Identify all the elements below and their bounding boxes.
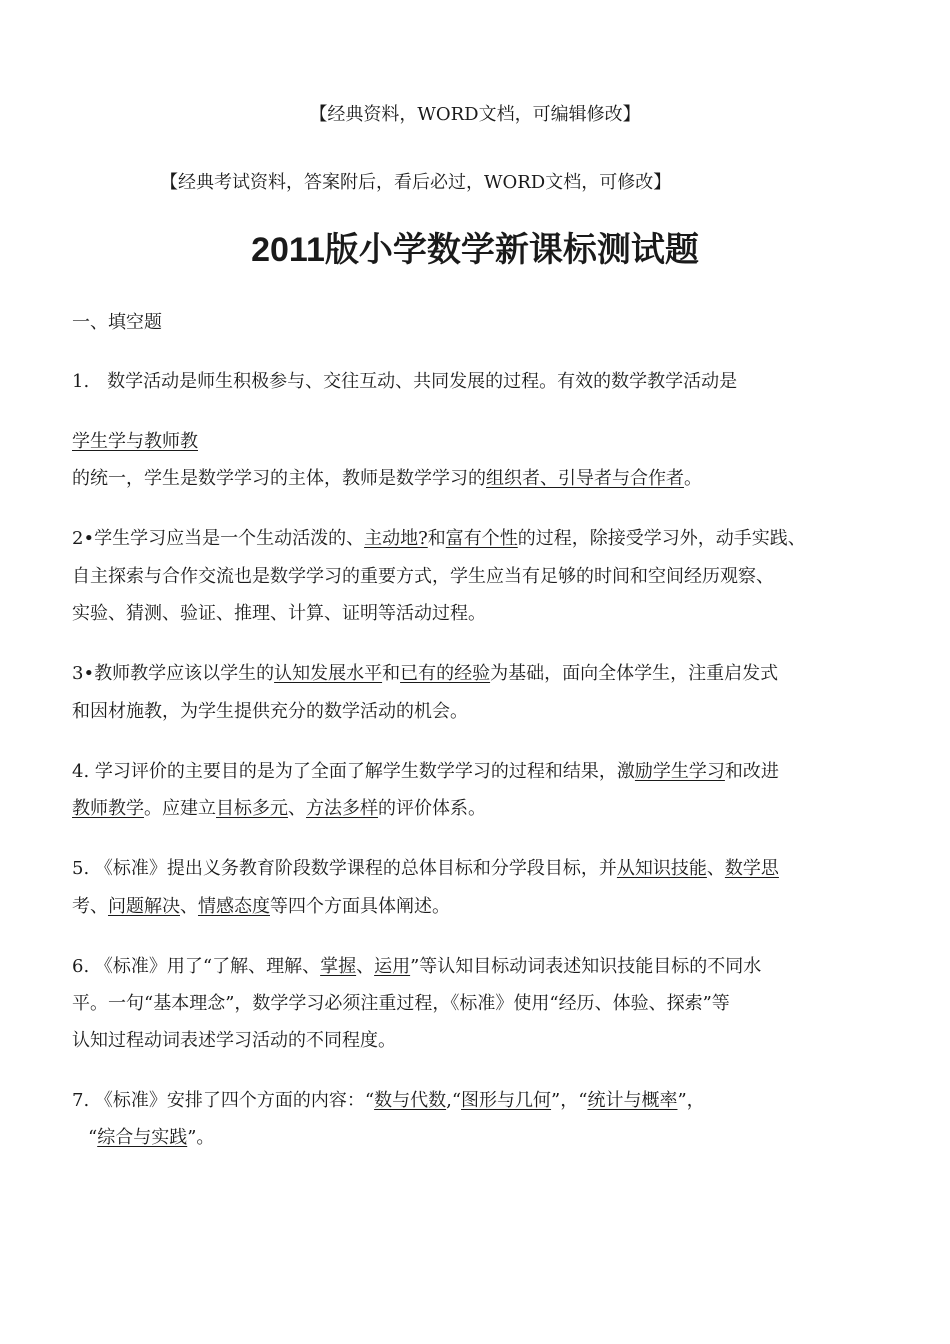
q1-text-end: 。 bbox=[684, 468, 702, 489]
title-text: 版小学数学新课标测试题 bbox=[324, 230, 699, 270]
q4-line-1 bbox=[72, 759, 779, 785]
q5-text-c: 、 bbox=[90, 896, 108, 917]
q2-text-b: 和 bbox=[427, 528, 446, 549]
q6-line-2: 平。一句“基本理念”，数学学习必须注重过程，《标准》使用“经历、体验、探索”等 bbox=[72, 993, 730, 1014]
q2-text-c: 的过程，除接受学习外，动手实践、 bbox=[517, 528, 806, 549]
q4-line-2 bbox=[72, 796, 486, 822]
q2-answer-2: 富有个性 bbox=[445, 528, 518, 549]
section-heading: 一、填空题 bbox=[72, 312, 162, 333]
q5-answer-2-cont: 考 bbox=[72, 896, 90, 917]
q1-answer-1: 学生学与教师教 bbox=[72, 431, 198, 452]
q3-text-c: 为基础，面向全体学生，注重启发式 bbox=[490, 663, 779, 684]
q7-answer-3: 统计与概率 bbox=[587, 1090, 678, 1111]
q4-answer-4: 方法多样 bbox=[306, 798, 378, 819]
q1-text: 的统一，学生是数学学习的主体，教师是数学学习的 bbox=[72, 468, 486, 489]
q3-text-b: 和 bbox=[382, 663, 401, 684]
q4-text-a: 4. 学习评价的主要目的是为了全面了解学生数学学习的过程和结果，激 bbox=[72, 761, 635, 782]
q4-answer-2: 教师教学 bbox=[72, 798, 144, 819]
page-title bbox=[0, 226, 950, 274]
q5-line-2 bbox=[72, 894, 450, 920]
q3-line-1 bbox=[72, 661, 778, 687]
q3-line-2: 和因材施教，为学生提供充分的数学活动的机会。 bbox=[72, 701, 468, 722]
q7-answer-4: 综合与实践 bbox=[97, 1127, 188, 1148]
q6-answer-2: 运用 bbox=[374, 956, 411, 977]
q6-text-c: ”等认知目标动词表述知识技能目标的不同水 bbox=[410, 956, 762, 977]
q3-answer-1: 认知发展水平 bbox=[274, 663, 383, 684]
q4-text-c: 。应建立 bbox=[144, 798, 216, 819]
q2-line-3: 实验、猜测、验证、推理、计算、证明等活动过程。 bbox=[72, 603, 486, 624]
header-banner-2: 【经典考试资料，答案附后，看后必过，WORD文档，可修改】 bbox=[160, 172, 672, 193]
q7-text-d: ”， bbox=[677, 1090, 705, 1111]
header-banner-1: 【经典资料，WORD文档，可编辑修改】 bbox=[309, 104, 641, 125]
q5-answer-3: 问题解决 bbox=[108, 896, 180, 917]
q5-line-1 bbox=[72, 856, 779, 882]
q5-text-d: 、 bbox=[180, 896, 198, 917]
q7-text-f: ”。 bbox=[187, 1127, 215, 1148]
q3-answer-2: 已有的经验 bbox=[400, 663, 491, 684]
q6-answer-1: 掌握 bbox=[320, 956, 357, 977]
q1-line-1: 1. 数学活动是师生积极参与、交往互动、共同发展的过程。有效的数学教学活动是 bbox=[72, 371, 738, 392]
q5-text-a: 5. 《标准》提出义务教育阶段数学课程的总体目标和分学段目标，并 bbox=[72, 858, 617, 879]
q5-text-b: 、 bbox=[706, 858, 725, 879]
q1-line-2 bbox=[72, 429, 198, 455]
q7-text-a: 7. 《标准》安排了四个方面的内容：“ bbox=[72, 1090, 375, 1111]
q7-line-2 bbox=[88, 1125, 214, 1151]
title-year: 2011 bbox=[251, 231, 325, 269]
q2-line-1 bbox=[72, 526, 806, 552]
q5-answer-4: 情感态度 bbox=[198, 896, 270, 917]
q5-answer-2: 数学思 bbox=[724, 858, 779, 879]
q3-text-a: 3•教师教学应该以学生的 bbox=[72, 663, 275, 684]
q7-answer-1: 数与代数 bbox=[374, 1090, 447, 1111]
q6-line-3: 认知过程动词表述学习活动的不同程度。 bbox=[72, 1030, 396, 1051]
q6-line-1 bbox=[72, 954, 761, 980]
q4-answer-1: 励学生学习 bbox=[634, 761, 725, 782]
q6-text-b: 、 bbox=[356, 956, 375, 977]
q7-text-b: ,“ bbox=[446, 1090, 462, 1111]
q4-answer-3: 目标多元 bbox=[216, 798, 288, 819]
q7-answer-2: 图形与几何 bbox=[461, 1090, 552, 1111]
q4-text-b: 和改进 bbox=[724, 761, 779, 782]
q5-text-e: 等四个方面具体阐述。 bbox=[270, 896, 450, 917]
q4-text-d: 、 bbox=[288, 798, 306, 819]
q2-answer-1: 主动地? bbox=[364, 528, 428, 549]
q4-text-e: 的评价体系。 bbox=[378, 798, 486, 819]
q6-text-a: 6. 《标准》用了“了解、理解、 bbox=[72, 956, 321, 977]
q7-text-e: “ bbox=[88, 1127, 98, 1148]
q7-text-c: ”，“ bbox=[551, 1090, 588, 1111]
q2-text-a: 2•学生学习应当是一个生动活泼的、 bbox=[72, 528, 365, 549]
q1-answer-2: 组织者、引导者与合作者 bbox=[486, 468, 684, 489]
q7-line-1 bbox=[72, 1088, 705, 1114]
q1-line-3 bbox=[72, 466, 702, 492]
q2-line-2: 自主探索与合作交流也是数学学习的重要方式，学生应当有足够的时间和空间经历观察、 bbox=[72, 566, 774, 587]
q5-answer-1: 从知识技能 bbox=[616, 858, 707, 879]
